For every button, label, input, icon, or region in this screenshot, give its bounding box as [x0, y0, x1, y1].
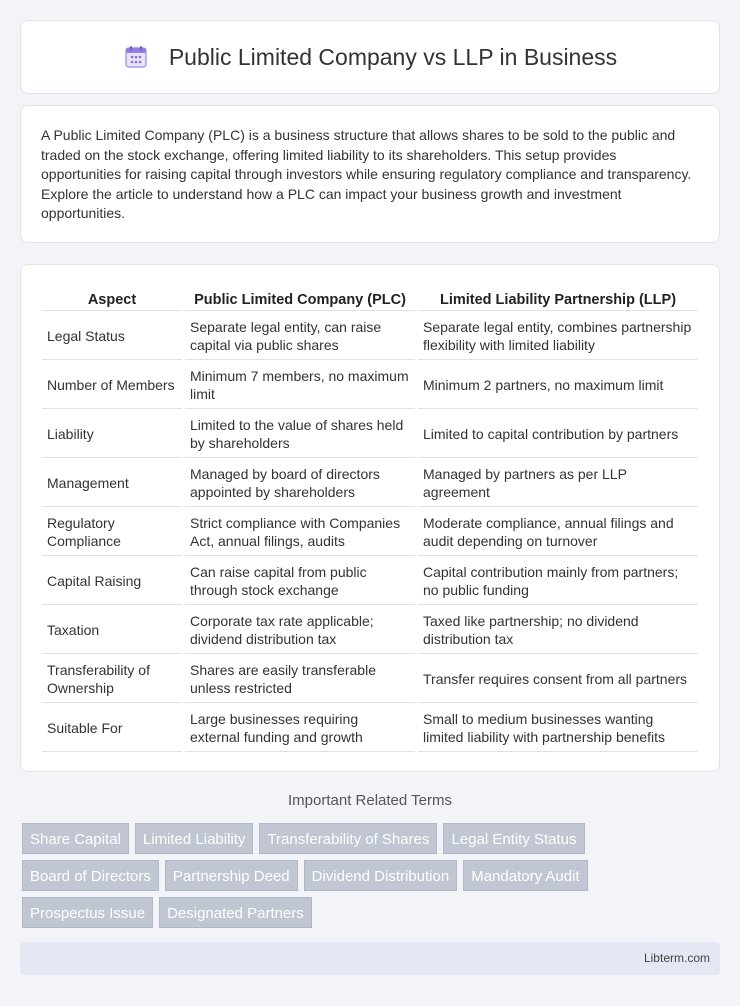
tag-limited-liability[interactable]: Limited Liability [135, 823, 254, 854]
table-row [42, 607, 698, 654]
footer [20, 942, 720, 975]
table-row [42, 313, 698, 360]
cell-plc: Shares are easily transferable unless restricted [185, 656, 415, 703]
related-terms-heading: Important Related Terms [288, 792, 452, 809]
comparison-table [39, 283, 701, 754]
cell-aspect: Legal Status [42, 313, 182, 360]
cell-plc: Separate legal entity, can raise capital via public shares [185, 313, 415, 360]
cell-llp: Small to medium businesses wanting limited liability with partnership benefits [418, 705, 698, 752]
tag-row [22, 897, 722, 928]
cell-llp: Managed by partners as per LLP agreement [418, 460, 698, 507]
table-row [42, 411, 698, 458]
cell-llp: Transfer requires consent from all partners [418, 656, 698, 703]
calendar-icon [123, 44, 149, 70]
table-header-row [42, 285, 698, 311]
tag-transferability-of-shares[interactable]: Transferability of Shares [259, 823, 437, 854]
table-row [42, 558, 698, 605]
cell-llp: Moderate compliance, annual filings and audit depending on turnover [418, 509, 698, 556]
cell-llp: Minimum 2 partners, no maximum limit [418, 362, 698, 409]
cell-llp: Separate legal entity, combines partnership flexibility with limited liability [418, 313, 698, 360]
comparison-card [20, 264, 720, 772]
tag-row [22, 860, 722, 891]
footer-site-link[interactable]: Libterm.com [643, 951, 710, 965]
table-row [42, 509, 698, 556]
cell-aspect: Regulatory Compliance [42, 509, 182, 556]
tag-share-capital[interactable]: Share Capital [22, 823, 129, 854]
cell-llp: Capital contribution mainly from partners; no public funding [418, 558, 698, 605]
table-row [42, 460, 698, 507]
cell-aspect: Capital Raising [42, 558, 182, 605]
tag-mandatory-audit[interactable]: Mandatory Audit [463, 860, 587, 891]
cell-aspect: Liability [42, 411, 182, 458]
cell-plc: Limited to the value of shares held by shareholders [185, 411, 415, 458]
header-aspect: Aspect [42, 285, 182, 311]
cell-aspect: Suitable For [42, 705, 182, 752]
cell-llp: Taxed like partnership; no dividend distribution tax [418, 607, 698, 654]
cell-plc: Strict compliance with Companies Act, annual filings, audits [185, 509, 415, 556]
cell-plc: Can raise capital from public through stock exchange [185, 558, 415, 605]
cell-plc: Minimum 7 members, no maximum limit [185, 362, 415, 409]
cell-aspect: Taxation [42, 607, 182, 654]
intro-paragraph: A Public Limited Company (PLC) is a business structure that allows shares to be sold to the public and traded on the stock exchange, offering limited liability to its shareholders. This setup provides opportunities for raising capital through investors while ensuring regulatory compliance and transparency. Explore the article to understand how a PLC can impact your business growth and investment opportunities. [41, 127, 692, 221]
cell-plc: Large businesses requiring external funding and growth [185, 705, 415, 752]
cell-plc: Corporate tax rate applicable; dividend distribution tax [185, 607, 415, 654]
table-row [42, 705, 698, 752]
cell-aspect: Management [42, 460, 182, 507]
table-row [42, 362, 698, 409]
cell-llp: Limited to capital contribution by partners [418, 411, 698, 458]
table-row [42, 656, 698, 703]
tag-legal-entity-status[interactable]: Legal Entity Status [443, 823, 584, 854]
header-llp: Limited Liability Partnership (LLP) [418, 285, 698, 311]
tag-partnership-deed[interactable]: Partnership Deed [165, 860, 298, 891]
header-plc: Public Limited Company (PLC) [185, 285, 415, 311]
tag-row [22, 823, 722, 854]
page-title: Public Limited Company vs LLP in Business [168, 43, 618, 70]
related-terms [22, 823, 722, 934]
cell-aspect: Transferability of Ownership [42, 656, 182, 703]
tag-dividend-distribution[interactable]: Dividend Distribution [304, 860, 458, 891]
tag-prospectus-issue[interactable]: Prospectus Issue [22, 897, 153, 928]
tag-designated-partners[interactable]: Designated Partners [159, 897, 312, 928]
tag-board-of-directors[interactable]: Board of Directors [22, 860, 159, 891]
title-card [20, 20, 720, 94]
cell-aspect: Number of Members [42, 362, 182, 409]
cell-plc: Managed by board of directors appointed by shareholders [185, 460, 415, 507]
intro-card [20, 105, 720, 243]
